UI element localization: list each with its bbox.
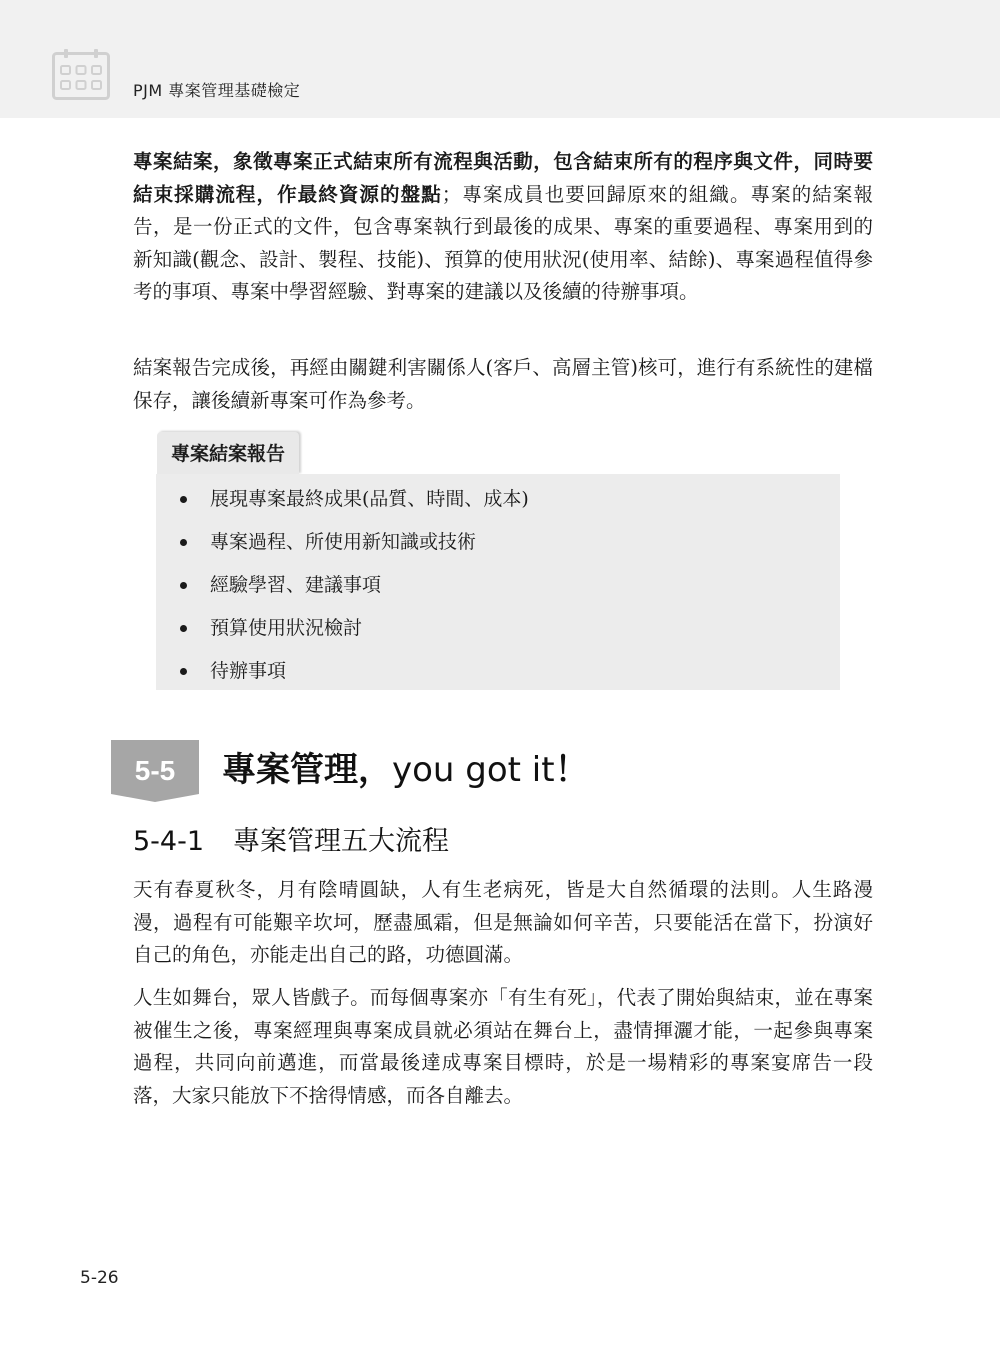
bullet-icon bbox=[180, 496, 187, 503]
bullet-icon bbox=[180, 582, 187, 589]
list-item-label: 展現專案最終成果(品質、時間、成本) bbox=[210, 488, 529, 510]
calendar-icon bbox=[52, 48, 110, 100]
section-title-en: you got it bbox=[392, 750, 555, 790]
list-item-label: 預算使用狀況檢討 bbox=[210, 617, 363, 639]
list-item-label: 專案過程、所使用新知識或技術 bbox=[210, 531, 477, 553]
section-title bbox=[222, 744, 589, 796]
list-item bbox=[156, 478, 840, 521]
section-title-zh: 專案管理， bbox=[222, 750, 392, 790]
subsection-number: 5-4-1 bbox=[133, 826, 205, 857]
running-header-title: PJM 專案管理基礎檢定 bbox=[133, 81, 301, 100]
page-number: 5-26 bbox=[80, 1268, 119, 1288]
subsection-title: 專案管理五大流程 bbox=[233, 826, 449, 857]
list-item-label: 待辦事項 bbox=[210, 660, 287, 682]
section-number-badge bbox=[111, 740, 199, 802]
list-item-label: 經驗學習、建議事項 bbox=[210, 574, 382, 596]
bullet-icon bbox=[180, 668, 187, 675]
list-item bbox=[156, 607, 840, 650]
section-title-end: ！ bbox=[554, 750, 589, 790]
report-box-title: 專案結案報告 bbox=[157, 432, 299, 474]
bullet-icon bbox=[180, 625, 187, 632]
report-box-list bbox=[156, 474, 840, 693]
paragraph-closure-report: 結案報告完成後，再經由關鍵利害關係人(客戶、高層主管)核可，進行有系統性的建檔保存，讓後續新專案可作為參考。 bbox=[133, 356, 873, 412]
paragraph-nature-cycle: 天有春夏秋冬，月有陰晴圓缺，人有生老病死，皆是大自然循環的法則。人生路漫漫，過程有可能艱辛坎坷，歷盡風霜，但是無論如何辛苦，只要能活在當下，扮演好自己的角色，亦能走出自己的路，功德圓滿。 bbox=[133, 878, 873, 966]
list-item bbox=[156, 564, 840, 607]
list-item bbox=[156, 521, 840, 564]
paragraph-life-stage: 人生如舞台，眾人皆戲子。而每個專案亦「有生有死」，代表了開始與結束，並在專案被催生之後，專案經理與專案成員就必須站在舞台上，盡情揮灑才能，一起參與專案過程，共同向前邁進，而當最後達成專案目標時，於是一場精彩的專案宴席告一段落，大家只能放下不捨得情感，而各自離去。 bbox=[133, 986, 873, 1107]
paragraph-project-closure bbox=[133, 146, 873, 309]
paragraph-bold-lead: 專案結案，象徵專案正式結束所有流程與活動，包含結束所有的程序與文件，同時要結束採購流程，作最終資源的盤點 bbox=[133, 150, 873, 206]
report-box bbox=[156, 474, 840, 690]
bullet-icon bbox=[180, 539, 187, 546]
list-item bbox=[156, 650, 840, 693]
section-number: 5-5 bbox=[134, 755, 176, 786]
paragraph-text: ；專案成員也要回歸原來的組織。專案的結案報告，是一份正式的文件，包含專案執行到最後的成果、專案的重要過程、專案用到的新知識(觀念、設計、製程、技能)、預算的使用狀況(使用率、結餘)、專案過程值得參考的事項、專案中學習經驗、對專案的建議以及後續的待辦事項。 bbox=[133, 182, 873, 303]
subsection-heading bbox=[133, 822, 449, 862]
